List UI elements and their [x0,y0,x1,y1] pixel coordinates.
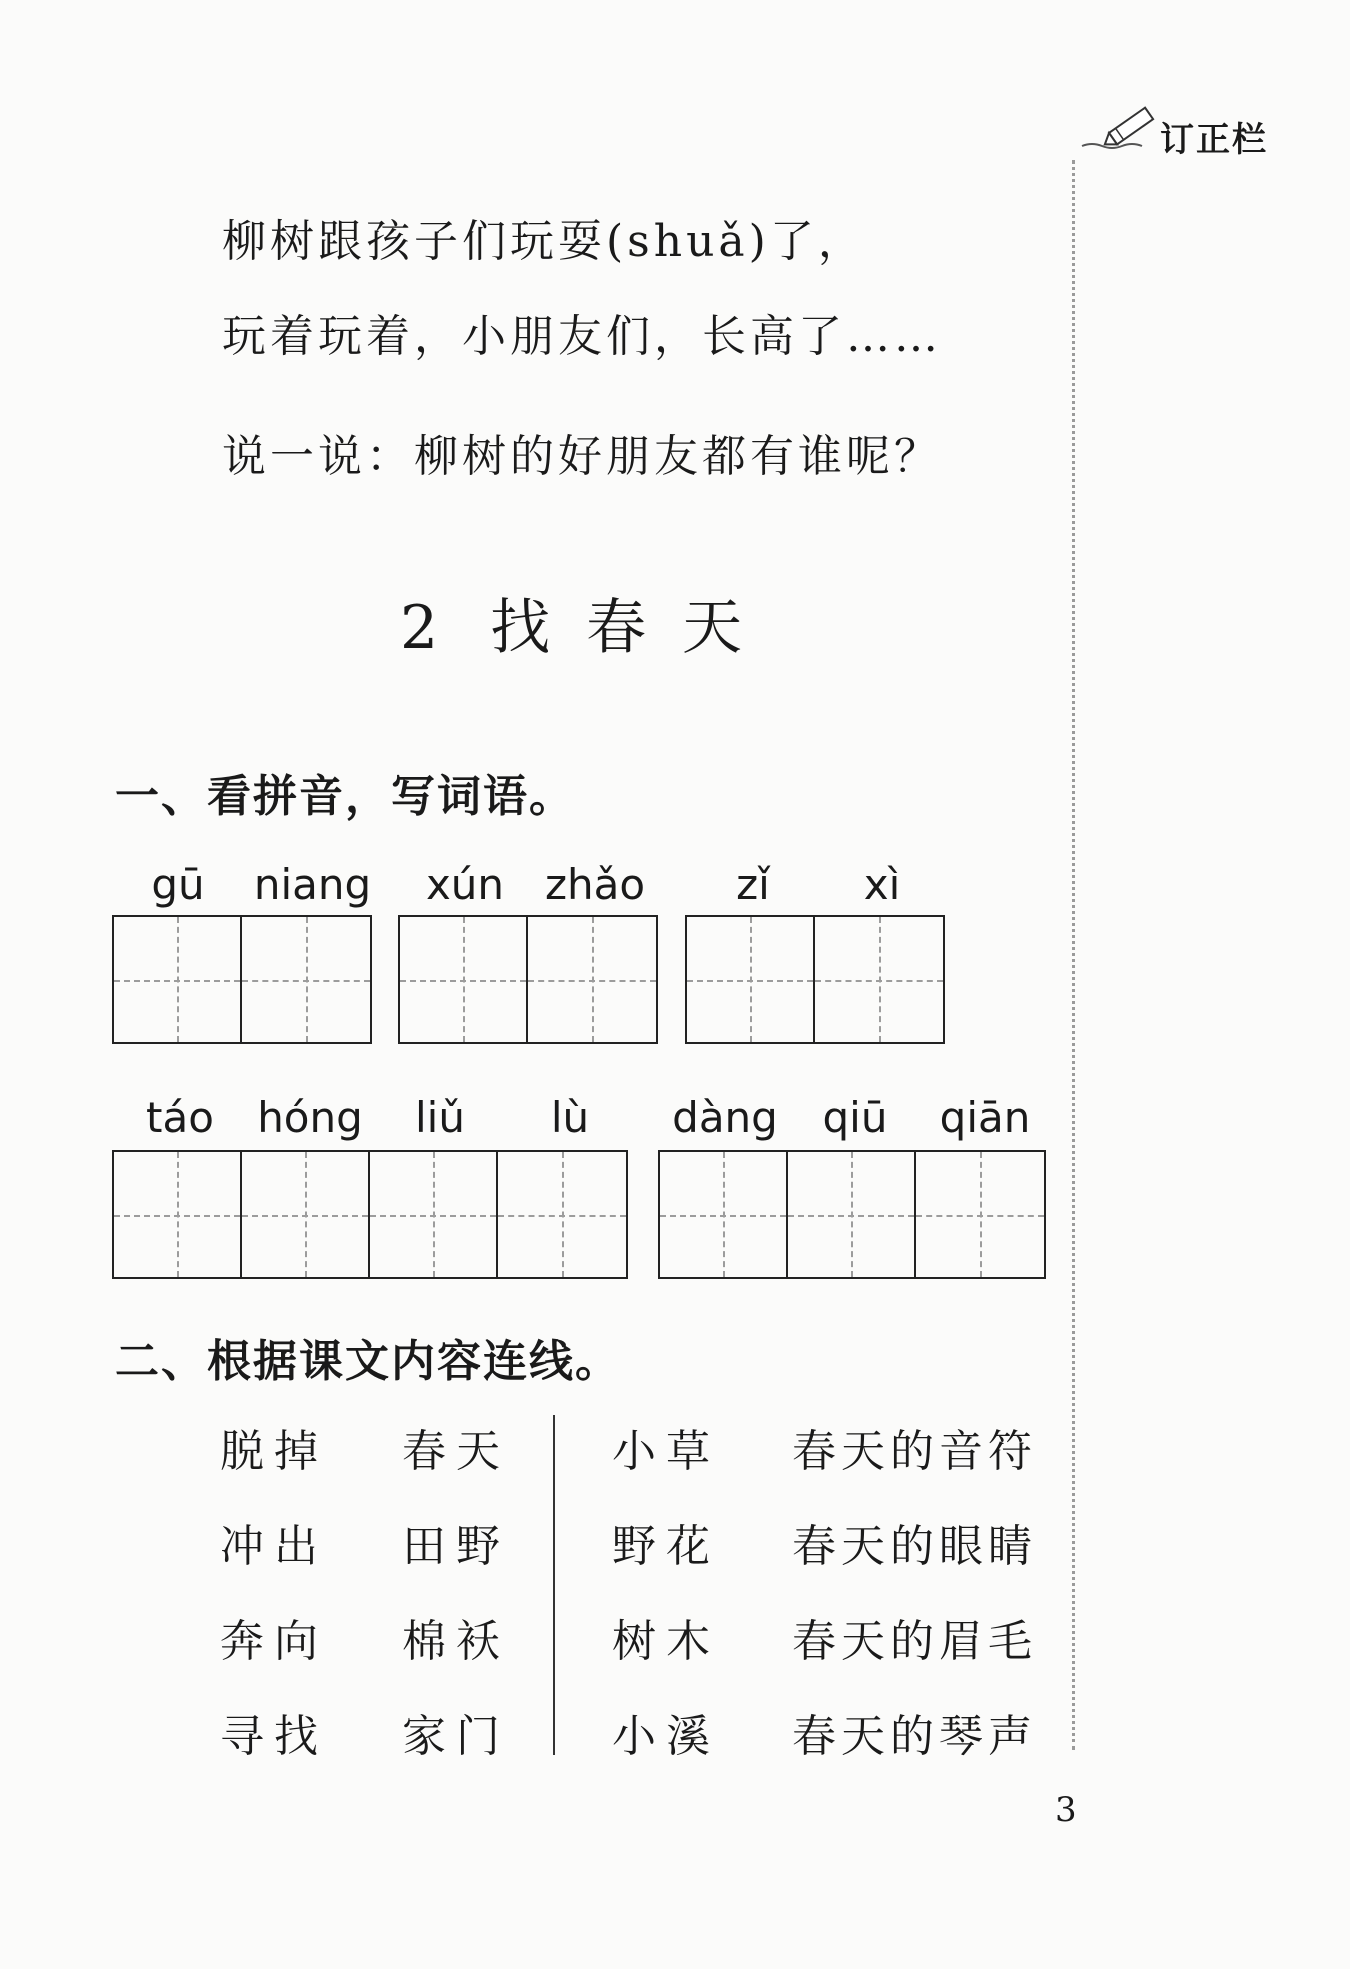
match-thing[interactable]: 野花 [612,1521,720,1572]
pinyin-label: zhǎo [544,860,646,909]
writing-grid-box[interactable] [687,917,815,1042]
writing-grid-box[interactable] [916,1152,1044,1277]
writing-grid-box[interactable] [660,1152,788,1277]
writing-grid-box[interactable] [528,917,656,1042]
writing-grid-box[interactable] [114,1152,242,1277]
match-divider [553,1415,555,1755]
pinyin-label: hóng [257,1093,363,1142]
poem-line-1: 柳树跟孩子们玩耍(shuǎ)了， [222,216,866,267]
correction-title: 订正栏 [1160,120,1268,160]
correction-header [1080,98,1320,168]
writing-grid-group [658,1150,1046,1279]
pinyin-label: zǐ [736,860,770,909]
match-metaphor[interactable]: 春天的音符 [792,1426,1037,1477]
writing-grid-box[interactable] [370,1152,498,1277]
pinyin-label: dàng [672,1093,778,1142]
match-thing[interactable]: 树木 [612,1616,720,1667]
writing-grid-box[interactable] [788,1152,916,1277]
writing-grid-group [398,915,658,1044]
match-object[interactable]: 家门 [402,1711,510,1762]
lesson-number: 2 [400,593,441,663]
writing-grid-group [112,1150,628,1279]
match-object[interactable]: 棉袄 [402,1616,510,1667]
match-verb[interactable]: 寻找 [220,1711,328,1762]
pinyin-label: qiū [822,1093,888,1142]
lesson-title [400,580,778,666]
pinyin-label: gū [151,860,205,909]
writing-grid-box[interactable] [242,1152,370,1277]
match-metaphor[interactable]: 春天的琴声 [792,1711,1037,1762]
section-1-title: 一、看拼音，写词语。 [115,771,575,822]
pinyin-label: táo [146,1093,214,1142]
writing-grid-box[interactable] [114,917,242,1042]
match-object[interactable]: 春天 [402,1426,510,1477]
writing-grid-box[interactable] [242,917,370,1042]
match-verb[interactable]: 奔向 [220,1616,328,1667]
poem-line-2: 玩着玩着，小朋友们，长高了…… [222,311,942,362]
writing-grid-group [112,915,372,1044]
pinyin-label: lù [550,1093,590,1142]
pinyin-label: liǔ [415,1093,465,1142]
pinyin-label: xún [425,860,505,909]
pinyin-label: xì [863,860,901,909]
writing-grid-box[interactable] [815,917,943,1042]
writing-grid-box[interactable] [400,917,528,1042]
lesson-name: 找春天 [490,593,779,663]
match-verb[interactable]: 冲出 [220,1521,328,1572]
page-number: 3 [1055,1790,1077,1830]
discussion-prompt: 说一说：柳树的好朋友都有谁呢？ [222,431,942,482]
pencil-icon [1080,98,1170,158]
match-verb[interactable]: 脱掉 [220,1426,328,1477]
writing-grid-box[interactable] [498,1152,626,1277]
match-metaphor[interactable]: 春天的眼睛 [792,1521,1037,1572]
match-thing[interactable]: 小草 [612,1426,720,1477]
pinyin-label: qiān [939,1093,1031,1142]
pinyin-label: niang [253,860,372,909]
section-2-title: 二、根据课文内容连线。 [115,1336,621,1387]
correction-divider [1072,160,1075,1750]
match-thing[interactable]: 小溪 [612,1711,720,1762]
writing-grid-group [685,915,945,1044]
match-metaphor[interactable]: 春天的眉毛 [792,1616,1037,1667]
match-object[interactable]: 田野 [402,1521,510,1572]
